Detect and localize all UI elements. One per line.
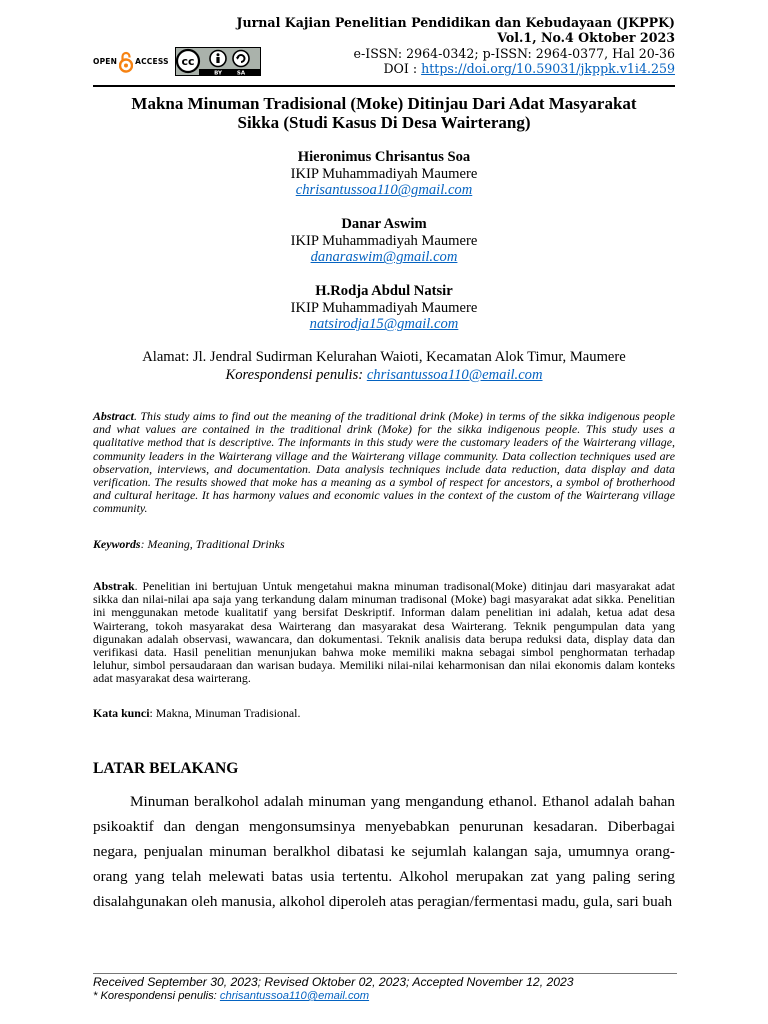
author-affiliation: IKIP Muhammadiyah Maumere [290,299,478,316]
received-dates: Received September 30, 2023; Revised Oktober 02, 2023; Accepted November 12, 2023 [93,975,574,989]
open-access-logo [93,51,169,73]
abstract-label: Abstract [93,409,134,423]
header-rule [93,85,675,87]
author-name: H.Rodja Abdul Natsir [315,283,453,299]
kata-kunci-label: Kata kunci [93,706,150,720]
author-3 [93,283,675,333]
author-affiliation: IKIP Muhammadiyah Maumere [290,232,478,249]
paper-title-line-1: Makna Minuman Tradisional (Moke) Ditinjau Dari Adat Masyarakat [131,94,637,113]
journal-header [93,14,675,84]
paper-title [93,94,675,132]
kata-kunci-text: : Makna, Minuman Tradisional. [149,706,301,720]
journal-doi [237,61,675,76]
body-paragraph [93,789,675,914]
abstrak-text: . Penelitian ini bertujuan Untuk mengetahui makna minuman tradisonal(Moke) ditinjau dari masyarakat adat sikka dan nilai-nilai apa saja yang terkandung dalam minuman tradisonal (Moke) bagi masyarakat adat sikka. Penelitian ini menggunakan metode kualitatif yang bersifat Deskriptif. Informan dalam penelitian ini adalah, ketua adat desa Wairterang, tokoh masyarakat desa Wairterang dan masyarakat desa Wairterang. Teknik pengumpulan data yang digunakan adalah observasi, wawancara, dan dokumentasi. Teknik analisis data berupa reduksi data, display data dan verifikasi data. Hasil penelitian menunjukan bahwa moke memiliki makna sebagai simbol penghormatan terhadap leluhur, simbol persaudaraan dan warisan budaya. Memiliki nilai-nilai keharmonisan dan nilai ekonomis dalam konteks adat masyarakat desa wairterang. [93,579,675,686]
journal-info [237,15,675,77]
author-1 [93,149,675,199]
footer-rule [93,973,677,974]
open-access-text-left: OPEN [93,57,118,66]
footer-corr-email[interactable]: chrisantussoa110@email.com [219,990,370,1002]
author-email[interactable]: danaraswim@gmail.com [310,249,458,266]
journal-issn: e-ISSN: 2964-0342; p-ISSN: 2964-0377, Hal 20-36 [353,45,675,61]
body-paragraph-text: Minuman beralkohol adalah minuman yang mengandung ethanol. Ethanol adalah bahan psikoaktif dan dengan mengonsumsinya menyebabkan penurunan kesadaran. Diberbagai negara, penjualan minuman beralkhol dibatasi ke sejumlah kalangan saja, umumnya orang-orang yang telah melewati batas usia tertentu. Alkohol merupakan zat yang paling sering disalahgunakan oleh manusia, alkohol diperoleh atas peragian/fermentasi madu, gula, sari buah [93,793,675,910]
doi-link[interactable]: https://doi.org/10.59031/jkppk.v1i4.259 [421,61,675,77]
author-name: Danar Aswim [341,216,427,232]
svg-text:cc: cc [181,55,195,68]
open-access-lock-icon [119,51,133,73]
doi-label: DOI : [383,61,422,77]
abstract-indonesian [93,580,675,686]
abstract-text: . This study aims to find out the meaning of the traditional drink (Moke) in terms of the sikka indigenous people and what values are contained in the traditional drink (Moke) for the sikka indigenous people. This study uses a qualitative method that is descriptive. The informants in this study were the customary leaders of the Wairterang village, community leaders in the Wairterang village and the Wairterang village community. Data collection techniques used are observation, interviews, and documentation. Data analysis techniques include data reduction, data display and data verification. The results showed that moke has a meaning as a symbol of respect for ancestors, a symbol of brotherhood and cultural heritage. It has harmony values and economic values in the context of the custom of the Wairterang village community. [93,409,675,516]
abstract-english [93,410,675,516]
cc-by-label: BY [213,70,222,76]
cc-sa-label: SA [236,70,245,76]
author-name: Hieronimus Chrisantus Soa [297,149,471,165]
address-line: Alamat: Jl. Jendral Sudirman Kelurahan Waioti, Kecamatan Alok Timur, Maumere [142,349,626,365]
correspondence-label: Korespondensi penulis: [225,366,367,383]
correspondence-line [93,367,675,385]
journal-volume: Vol.1, No.4 Oktober 2023 [497,30,675,46]
section-heading: LATAR BELAKANG [93,760,239,777]
footer [93,975,574,1003]
author-email[interactable]: chrisantussoa110@gmail.com [295,182,473,199]
footer-corr-label: * Korespondensi penulis: [93,990,220,1002]
open-access-text-right: ACCESS [135,57,169,66]
author-affiliation: IKIP Muhammadiyah Maumere [290,165,478,182]
address-block [93,349,675,384]
journal-name: Jurnal Kajian Penelitian Pendidikan dan Kebudayaan (JKPPK) [236,15,675,30]
keywords-english [93,537,675,551]
correspondence-email[interactable]: chrisantussoa110@email.com [366,366,543,383]
abstrak-label: Abstrak [93,579,135,593]
author-2 [93,216,675,266]
keywords-text: : Meaning, Traditional Drinks [140,537,285,551]
paper-title-line-2: Sikka (Studi Kasus Di Desa Wairterang) [237,113,531,132]
author-email[interactable]: natsirodja15@gmail.com [309,316,459,333]
footer-correspondence [93,989,574,1003]
keywords-indonesian [93,706,675,720]
keywords-label: Keywords [93,537,141,551]
